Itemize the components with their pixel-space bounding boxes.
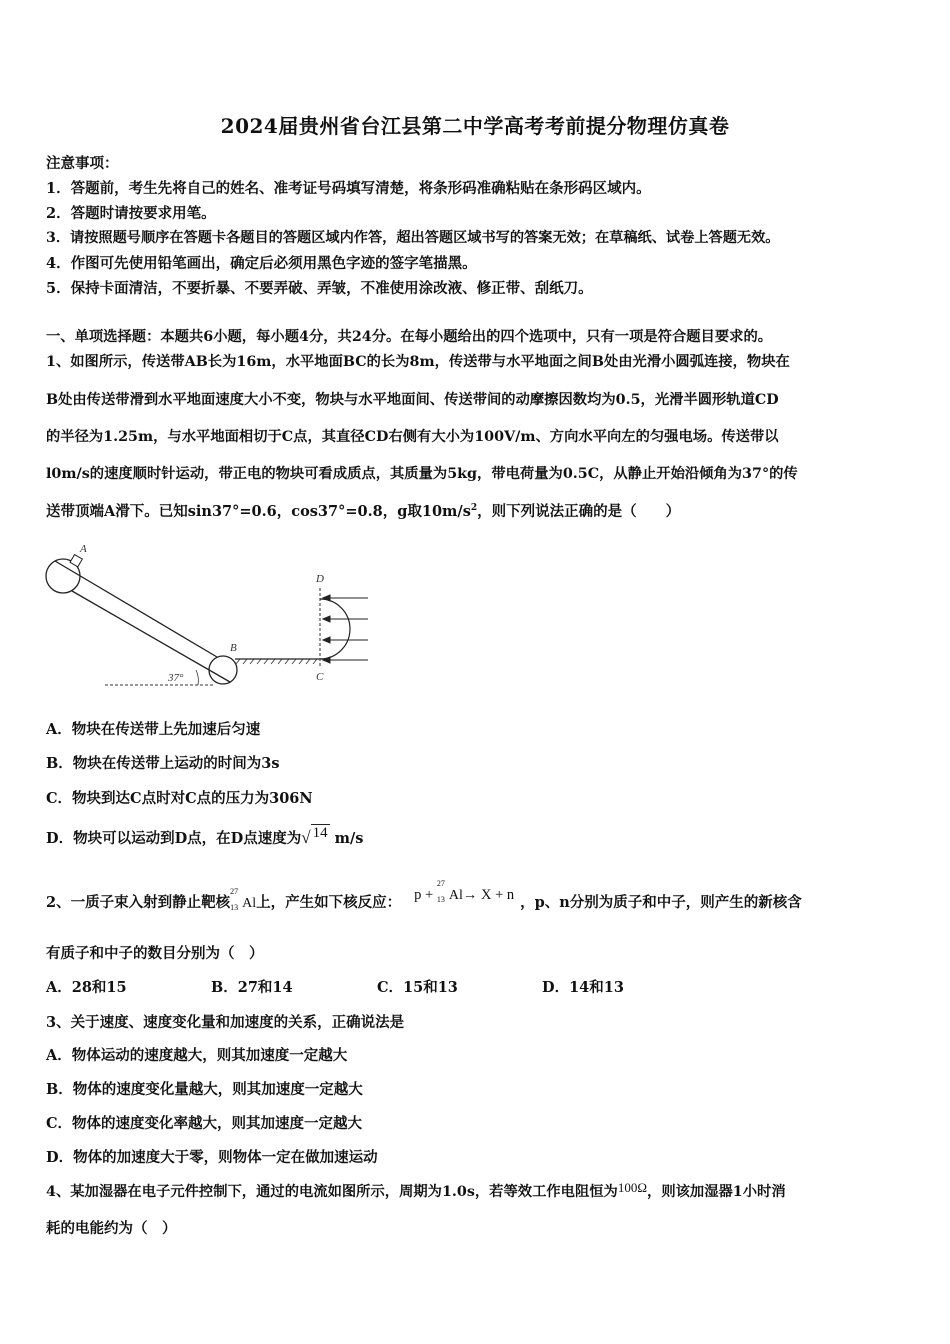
notice-item-5: 5．保持卡面清洁，不要折暴、不要弄破、弄皱，不准使用涂改液、修正带、刮纸刀。 <box>46 280 593 297</box>
q3-option-d[interactable]: D．物体的加速度大于零，则物体一定在做加速运动 <box>46 1149 378 1166</box>
q1-option-d-text: D．物块可以运动到D点，在D点速度为 <box>46 830 302 847</box>
q3-option-a[interactable]: A．物体运动的速度越大，则其加速度一定越大 <box>46 1047 348 1064</box>
q2-option-b[interactable]: B．27和14 <box>211 979 293 996</box>
label-c: C <box>316 671 324 683</box>
q1-option-a[interactable]: A．物块在传送带上先加速后匀速 <box>46 721 261 738</box>
q4-line-1 <box>46 1181 786 1201</box>
q1-line-2: B处由传送带滑到水平地面速度大小不变，物块与水平地面间、传送带间的动摩擦因数均为0.5，光滑半圆形轨道CD <box>46 392 779 408</box>
q1-option-d-radicand: 14 <box>312 825 328 841</box>
q4-resistance: 100Ω <box>617 1180 648 1195</box>
nuc-symbol: Al <box>242 896 257 911</box>
q3-stem: 3、关于速度、速度变化量和加速度的关系，正确说法是 <box>46 1014 405 1031</box>
q2-equation <box>414 879 515 904</box>
q4-line-2: 耗的电能约为（ ） <box>46 1220 177 1237</box>
q3-option-b[interactable]: B．物体的速度变化量越大，则其加速度一定越大 <box>46 1081 363 1098</box>
label-a: A <box>80 543 87 555</box>
eq-nucleus <box>436 879 463 904</box>
eq-nuc-mass: 27 <box>436 879 445 888</box>
angle-arc <box>196 670 198 685</box>
q1-line-1: 1、如图所示，传送带AB长为16m，水平地面BC的长为8m，传送带与水平地面之间B处由光滑小圆弧连接，物块在 <box>46 354 790 370</box>
semicircle-track <box>320 599 350 659</box>
notice-item-4: 4．作图可先使用铅笔画出，确定后必须用黑色字迹的签字笔描黑。 <box>46 255 477 272</box>
nuc-charge: 13 <box>230 903 239 912</box>
q1-line-5-sup: 2 <box>470 503 478 514</box>
page-title: 2024届贵州省台江县第二中学高考考前提分物理仿真卷 <box>220 114 730 138</box>
belt-bottom <box>72 591 230 682</box>
q1-line-5-post: ，则下列说法正确的是（ ） <box>477 503 681 520</box>
q1-figure <box>40 538 380 690</box>
q2-option-a[interactable]: A．28和15 <box>46 979 127 996</box>
q3-option-c[interactable]: C．物体的速度变化率越大，则其加速度一定越大 <box>46 1115 363 1132</box>
q2-option-c[interactable]: C．15和13 <box>377 979 458 996</box>
eq-products: → X + n <box>462 887 515 903</box>
eq-proton: p + <box>414 887 434 903</box>
label-b: B <box>230 642 237 654</box>
q1-option-b[interactable]: B．物块在传送带上运动的时间为3s <box>46 755 280 772</box>
q1-option-d-unit: m/s <box>334 830 364 847</box>
label-d: D <box>316 573 324 585</box>
q2-target-nucleus <box>230 887 257 912</box>
q1-line-5-text: 送带顶端A滑下。已知sin37°=0.6，cos37°=0.8，g取10m/s <box>46 503 471 520</box>
pulley-b <box>209 656 237 684</box>
q2-pre: 2、一质子束入射到静止靶核 <box>46 894 231 911</box>
q1-line-3: 的半径为1.25m，与水平地面相切于C点，其直径CD右侧有大小为100V/m、方向水平向左的匀强电场。传送带以 <box>46 429 779 445</box>
belt-top <box>55 561 217 657</box>
nuc-mass: 27 <box>230 887 239 896</box>
q2-line-1 <box>46 879 802 912</box>
q2-post: ，p、n分别为质子和中子，则产生的新核含 <box>520 894 802 911</box>
q1-line-4: l0m/s的速度顺时针运动，带正电的物块可看成质点，其质量为5kg，带电荷量为0.5C，从静止开始沿倾角为37°的传 <box>46 466 798 482</box>
q1-option-d[interactable] <box>46 827 363 848</box>
field-arrows <box>323 595 368 663</box>
label-angle: 37° <box>168 672 184 684</box>
notice-item-1: 1．答题前，考生先将自己的姓名、准考证号码填写清楚，将条形码准确粘贴在条形码区域内。 <box>46 180 651 197</box>
q1-option-c[interactable]: C．物块到达C点时对C点的压力为306N <box>46 790 313 807</box>
eq-nuc-symbol: Al <box>448 888 463 903</box>
notice-heading: 注意事项： <box>46 155 119 172</box>
ground-hatching <box>236 659 317 664</box>
q2-mid: 上，产生如下核反应： <box>256 894 402 911</box>
section-heading: 一、单项选择题：本题共6小题，每小题4分，共24分。在每小题给出的四个选项中，只有一项是符合题目要求的。 <box>46 329 773 345</box>
q4-pre: 4、某加湿器在电子元件控制下，通过的电流如图所示，周期为1.0s，若等效工作电阻恒为 <box>46 1184 618 1200</box>
notice-item-2: 2．答题时请按要求用笔。 <box>46 205 216 222</box>
eq-nuc-charge: 13 <box>436 895 445 904</box>
q1-line-5 <box>46 500 680 521</box>
q2-option-d[interactable]: D．14和13 <box>542 979 624 996</box>
notice-item-3: 3．请按照题号顺序在答题卡各题目的答题区域内作答，超出答题区域书写的答案无效；在草稿纸、试卷上答题无效。 <box>46 230 780 246</box>
sqrt-icon: √ <box>301 828 311 847</box>
q2-line-2: 有质子和中子的数目分别为（ ） <box>46 945 264 962</box>
q4-post: ，则该加湿器1小时消 <box>647 1184 786 1200</box>
